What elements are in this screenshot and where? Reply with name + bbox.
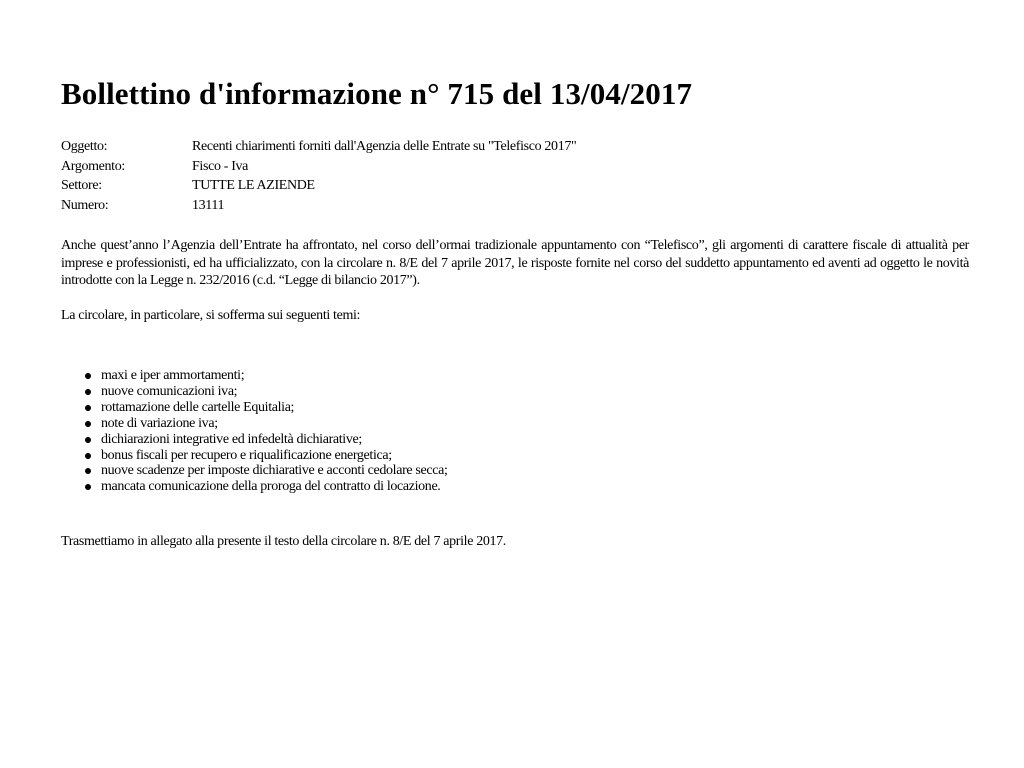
list-item-text: nuove comunicazioni iva; (101, 383, 238, 399)
bulletin-meta (61, 137, 969, 215)
closing-paragraph: Trasmettiamo in allegato alla presente il testo della circolare n. 8/E del 7 aprile 2017. (61, 534, 506, 550)
list-item (101, 448, 969, 464)
bullet-icon (85, 421, 91, 427)
list-item (101, 416, 969, 432)
list-item (101, 400, 969, 416)
topics-list (61, 368, 969, 495)
meta-row-sector (61, 176, 969, 196)
bullet-icon (85, 453, 91, 459)
meta-row-subject (61, 137, 969, 157)
list-item-text: rottamazione delle cartelle Equitalia; (101, 399, 295, 415)
meta-label: Numero: (61, 197, 109, 213)
meta-label: Oggetto: (61, 139, 108, 154)
bullet-icon (85, 389, 91, 395)
bulletin-page (61, 76, 969, 551)
bullet-icon (85, 484, 91, 490)
list-item-text: nuove scadenze per imposte dichiarative e acconti cedolare secca; (101, 463, 448, 479)
lead-paragraph: La circolare, in particolare, si sofferma sui seguenti temi: (61, 307, 361, 323)
bullet-icon (85, 437, 91, 443)
list-item (101, 368, 969, 384)
intro-paragraph: Anche quest’anno l’Agenzia dell’Entrate ha affrontato, nel corso dell’ormai tradizionale appuntamento con “Telefisco”, gli argomenti di carattere fiscale di attualità per imprese e professionisti, ed ha ufficializzato, con la circolare n. 8/E del 7 aprile 2017, le risposte fornite nel corso del suddetto appuntamento ed aventi ad oggetto le novità introdotte con la Legge n. 232/2016 (c.d. “Legge di bilancio 2017”). (61, 238, 969, 288)
list-item (101, 479, 969, 495)
bullet-icon (85, 405, 91, 411)
meta-value: Fisco - Iva (192, 158, 249, 174)
list-item-text: note di variazione iva; (101, 415, 218, 431)
list-item (101, 384, 969, 400)
list-item-text: mancata comunicazione della proroga del contratto di locazione. (101, 479, 441, 495)
list-item-text: maxi e iper ammortamenti; (101, 368, 245, 383)
page-title: Bollettino d'informazione n° 715 del 13/04/2017 (61, 76, 693, 111)
list-item-text: dichiarazioni integrative ed infedeltà dichiarative; (101, 431, 362, 447)
list-item (101, 432, 969, 448)
list-item (101, 463, 969, 479)
bullet-icon (85, 468, 91, 474)
meta-row-number (61, 196, 969, 216)
meta-value: 13111 (192, 197, 225, 213)
meta-label: Settore: (61, 178, 102, 193)
list-item-text: bonus fiscali per recupero e riqualificazione energetica; (101, 447, 392, 463)
meta-value: Recenti chiarimenti forniti dall'Agenzia delle Entrate su "Telefisco 2017" (192, 139, 577, 154)
meta-row-topic (61, 157, 969, 177)
meta-label: Argomento: (61, 158, 125, 174)
meta-value: TUTTE LE AZIENDE (192, 178, 315, 193)
bullet-icon (85, 373, 91, 379)
